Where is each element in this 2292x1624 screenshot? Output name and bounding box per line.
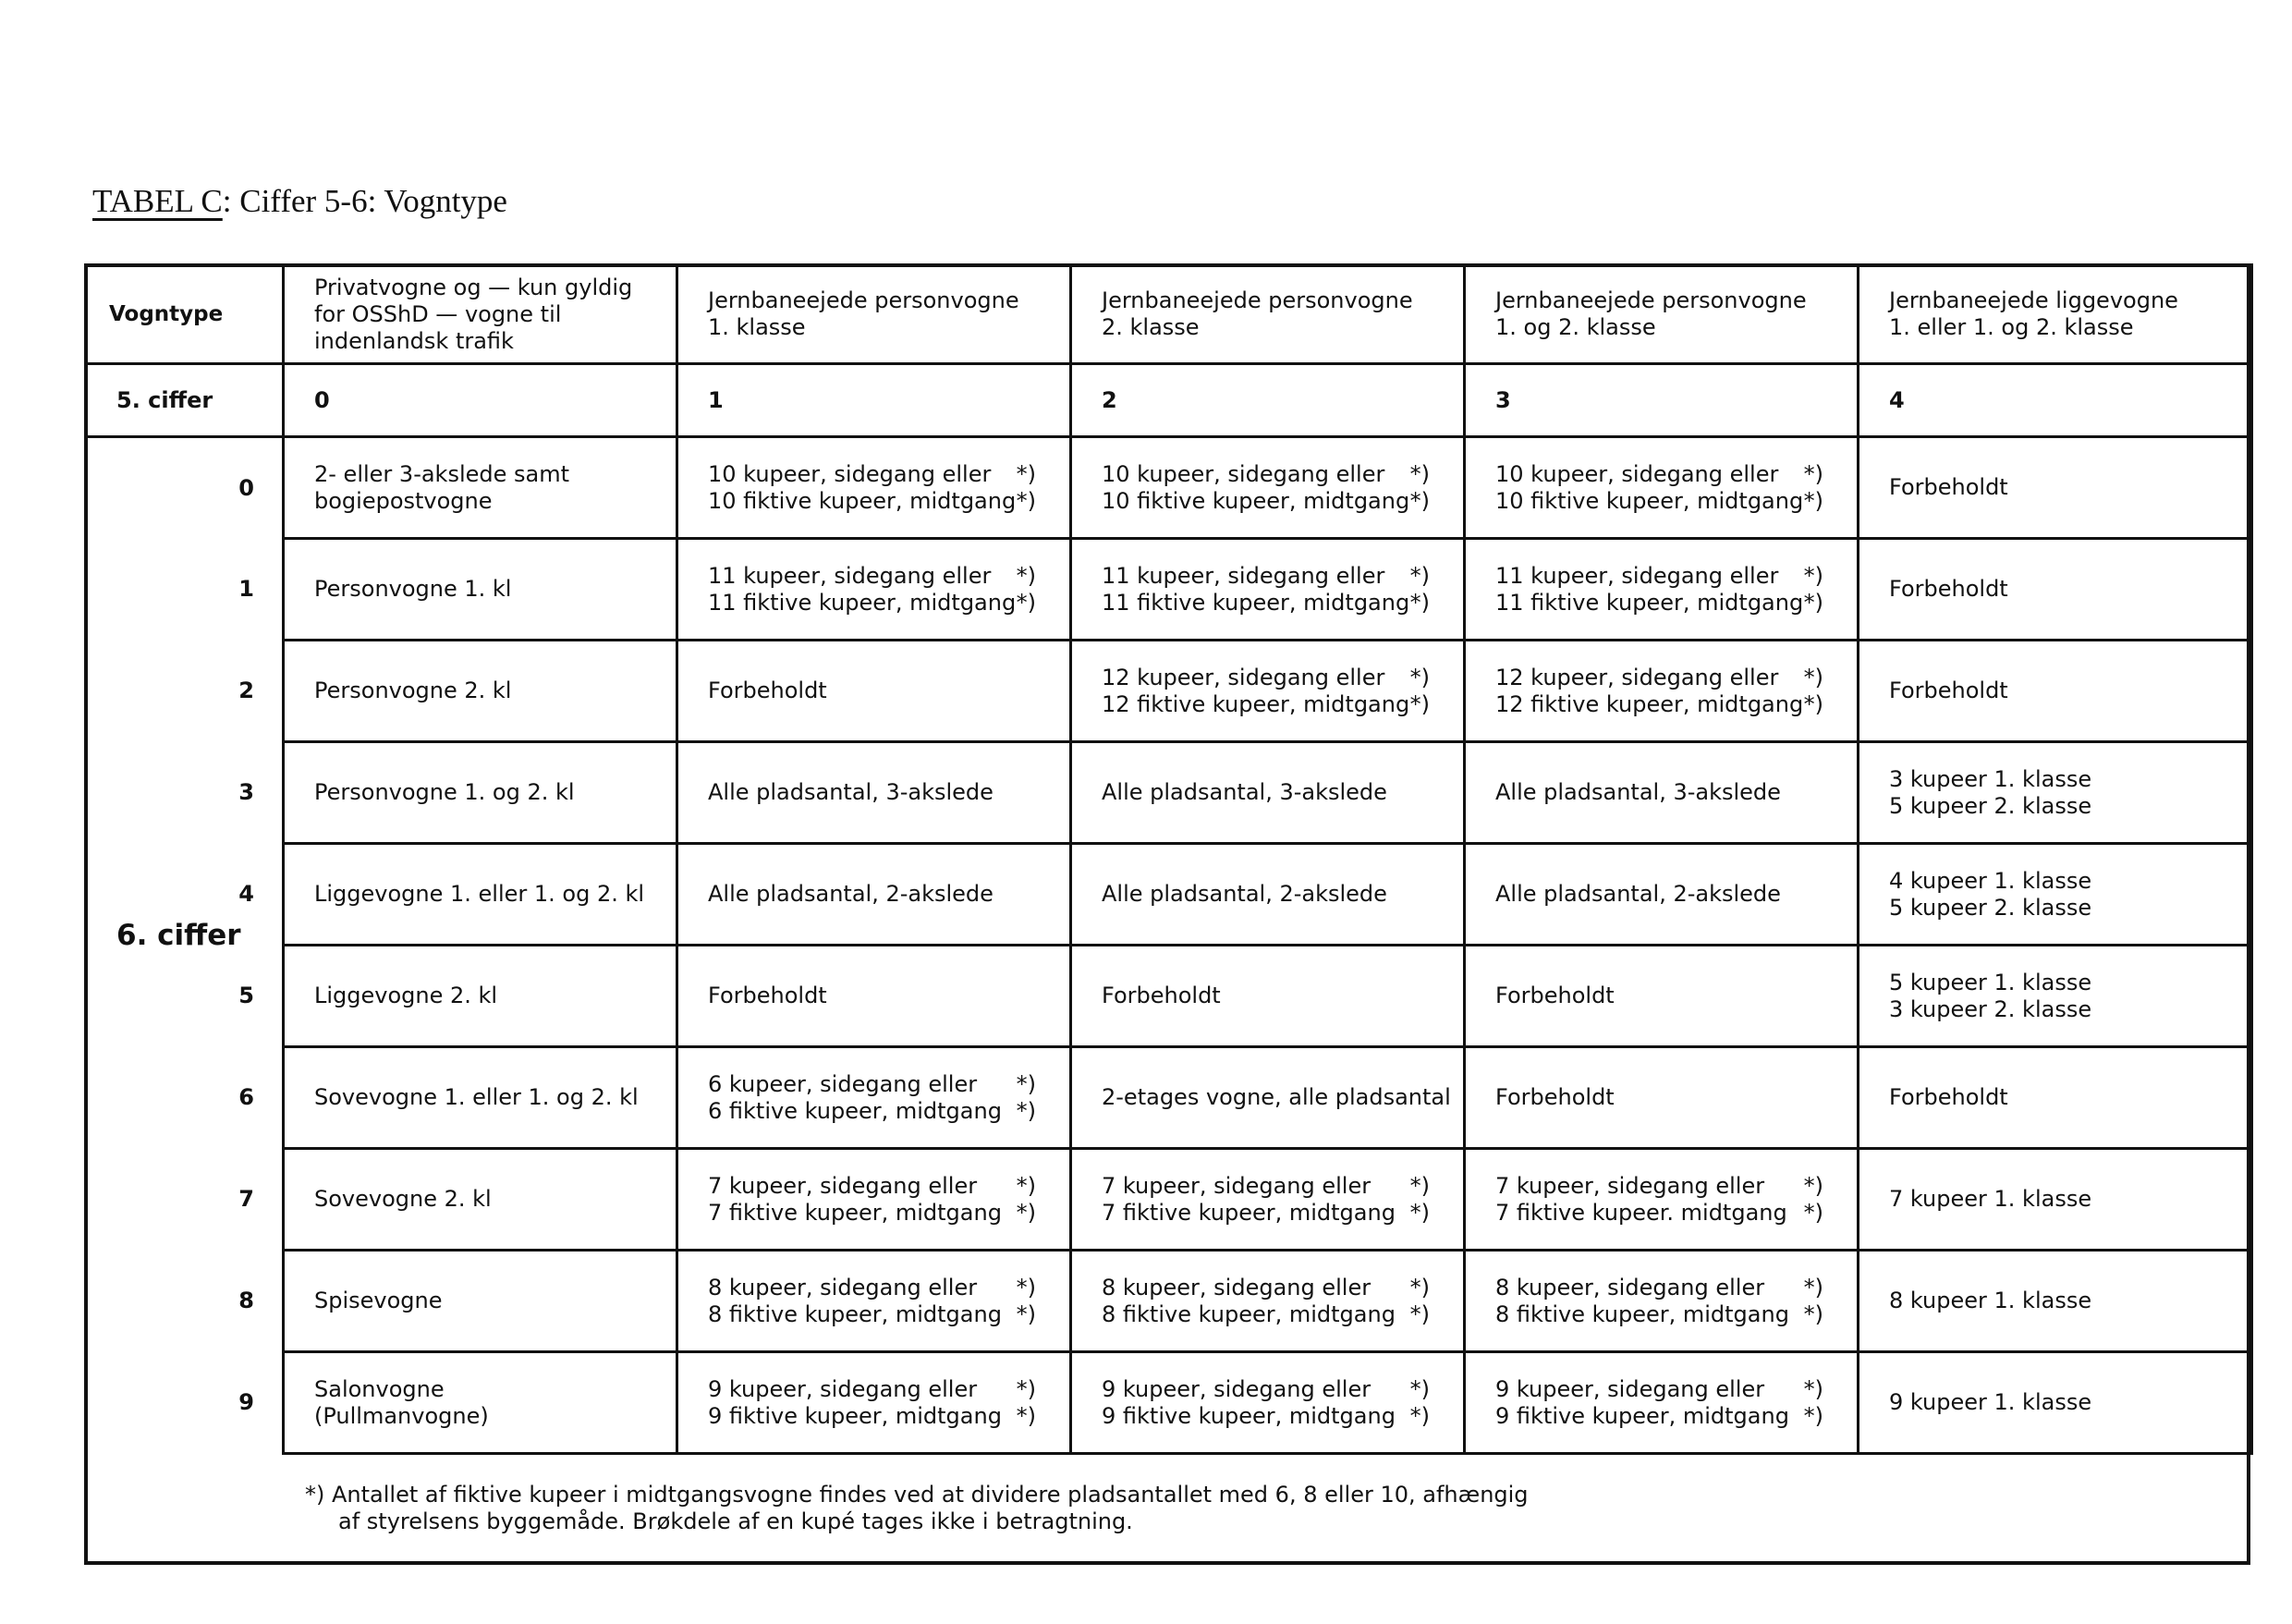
cifre6-label: 6. ciffer	[116, 919, 241, 952]
header-line: Jernbaneejede personvogne	[1495, 287, 1807, 313]
cifre6-digit: 8	[86, 1251, 284, 1352]
header-line: 1. og 2. klasse	[1495, 314, 1656, 340]
cell-line: Liggevogne 1. eller 1. og 2. kl	[314, 881, 645, 907]
table-row	[86, 539, 2252, 641]
table-cell	[1859, 437, 2252, 539]
cell-lines	[1102, 665, 1430, 718]
cifre5-value: 1	[677, 364, 1071, 437]
table-cell	[284, 539, 677, 641]
cell-line	[708, 1376, 1036, 1403]
cell-lines	[1495, 461, 1823, 515]
cell-text: 9 kupeer, sidegang eller	[708, 1375, 978, 1402]
cell-text: 11 kupeer, sidegang eller	[708, 562, 992, 589]
cell-lines	[708, 1071, 1036, 1125]
footnote-line-1: *) Antallet af fiktive kupeer i midtgangsvogne findes ved at dividere pladsantallet med 6, 8 eller 10, afhængig	[305, 1482, 1529, 1508]
footnote-mark: *)	[1803, 1402, 1823, 1429]
cell-line: 5 kupeer 2. klasse	[1889, 792, 2092, 819]
cell-line	[708, 461, 1036, 488]
table-cell	[1859, 1047, 2252, 1149]
cell-text: 8 kupeer, sidegang eller	[1102, 1274, 1372, 1300]
cifre6-digit: 1	[86, 539, 284, 641]
cell-line: Salonvogne	[314, 1375, 445, 1402]
table-cell	[1859, 946, 2252, 1047]
cell-line: Sovevogne 2. kl	[314, 1186, 492, 1212]
cell-line	[708, 1200, 1036, 1227]
cell-text: 7 kupeer, sidegang eller	[1102, 1172, 1372, 1199]
table-cell	[1071, 437, 1465, 539]
cell-line	[1102, 1200, 1430, 1227]
header-row	[86, 265, 2252, 364]
table-cell	[1071, 946, 1465, 1047]
header-col-2	[1071, 265, 1465, 364]
cell-lines	[708, 563, 1036, 617]
header-line: Privatvogne og — kun gyldig	[314, 274, 633, 300]
table-cell	[1465, 641, 1859, 742]
footnote-mark: *)	[1016, 1097, 1036, 1124]
table-row	[86, 641, 2252, 742]
cell-lines	[1495, 563, 1823, 617]
cell-line: Forbeholdt	[708, 678, 827, 703]
cell-text: 7 kupeer, sidegang eller	[708, 1172, 978, 1199]
cell-line: Alle pladsantal, 3-akslede	[708, 779, 994, 805]
footnote-mark: *)	[1803, 562, 1823, 589]
cell-text: 8 kupeer, sidegang eller	[1495, 1274, 1765, 1300]
footnote-mark: *)	[1803, 589, 1823, 616]
cell-text: 11 fiktive kupeer, midtgang	[708, 589, 1017, 616]
cell-lines	[1495, 1376, 1823, 1430]
cell-lines	[708, 1376, 1036, 1430]
footnote-mark: *)	[1803, 1172, 1823, 1199]
cell-text: 8 fiktive kupeer, midtgang	[708, 1300, 1002, 1327]
cell-line	[1102, 1376, 1430, 1403]
cell-text: 9 kupeer, sidegang eller	[1495, 1375, 1765, 1402]
cell-line: Liggevogne 2. kl	[314, 983, 498, 1008]
table-cell	[677, 437, 1071, 539]
cell-lines	[1102, 1173, 1430, 1227]
table-cell	[1465, 844, 1859, 946]
footnote-mark: *)	[1803, 1199, 1823, 1226]
table-cell	[1071, 1352, 1465, 1454]
table-cell	[1071, 742, 1465, 844]
footnote-mark: *)	[1803, 1274, 1823, 1300]
cell-lines	[1495, 665, 1823, 718]
cell-line	[1102, 563, 1430, 590]
cell-text: 11 kupeer, sidegang eller	[1102, 562, 1385, 589]
table-row	[86, 1149, 2252, 1251]
cell-line: Forbeholdt	[1889, 576, 2008, 602]
cell-line	[1495, 1376, 1823, 1403]
header-line: Jernbaneejede liggevogne	[1889, 287, 2178, 313]
cell-line	[1495, 563, 1823, 590]
cell-line: Personvogne 1. og 2. kl	[314, 779, 575, 805]
table-cell	[1071, 1149, 1465, 1251]
cell-line	[1102, 590, 1430, 617]
cell-line	[1495, 488, 1823, 515]
footnote-mark: *)	[1409, 1402, 1430, 1429]
cell-line: Forbeholdt	[1102, 983, 1221, 1008]
cell-lines	[1102, 563, 1430, 617]
cell-line	[1102, 1403, 1430, 1430]
cifre6-digit: 7	[86, 1149, 284, 1251]
footnote-mark: *)	[1016, 1274, 1036, 1300]
cell-text: 7 kupeer, sidegang eller	[1495, 1172, 1765, 1199]
header-col-0	[284, 265, 677, 364]
cell-text: 7 fiktive kupeer, midtgang	[708, 1199, 1002, 1226]
cell-text: 9 fiktive kupeer, midtgang	[1495, 1402, 1789, 1429]
table-row	[86, 1251, 2252, 1352]
table-cell	[1465, 1149, 1859, 1251]
cell-text: 12 kupeer, sidegang eller	[1495, 664, 1779, 690]
cell-line: bogiepostvogne	[314, 487, 493, 514]
cell-text: 9 kupeer, sidegang eller	[1102, 1375, 1372, 1402]
header-line: indenlandsk trafik	[314, 327, 514, 354]
cell-text: 6 kupeer, sidegang eller	[708, 1070, 978, 1097]
header-col-3	[1465, 265, 1859, 364]
footnote-mark: *)	[1409, 589, 1430, 616]
cell-text: 12 fiktive kupeer, midtgang	[1495, 690, 1804, 717]
cell-text: 10 fiktive kupeer, midtgang	[1102, 487, 1410, 514]
cell-line: Spisevogne	[314, 1288, 443, 1313]
table-cell	[284, 742, 677, 844]
cell-lines	[1102, 461, 1430, 515]
table-cell	[677, 844, 1071, 946]
table-cell	[1465, 1251, 1859, 1352]
cell-line	[1102, 665, 1430, 691]
table-cell	[677, 946, 1071, 1047]
footnote-mark: *)	[1016, 562, 1036, 589]
footnote-mark: *)	[1409, 1300, 1430, 1327]
cell-line	[1495, 1403, 1823, 1430]
caption-rest: : Ciffer 5-6: Vogntype	[222, 183, 507, 219]
cell-line	[1102, 1301, 1430, 1328]
cell-line: 3 kupeer 1. klasse	[1889, 765, 2092, 792]
cell-line: Forbeholdt	[708, 983, 827, 1008]
header-line: 2. klasse	[1102, 314, 1200, 340]
footnote-mark: *)	[1016, 460, 1036, 487]
cell-line: 8 kupeer 1. klasse	[1889, 1288, 2092, 1313]
cell-line: Alle pladsantal, 2-akslede	[708, 881, 994, 907]
cell-text: 7 fiktive kupeer, midtgang	[1102, 1199, 1396, 1226]
cell-text: 10 kupeer, sidegang eller	[1102, 460, 1385, 487]
cell-text: 10 kupeer, sidegang eller	[708, 460, 992, 487]
cell-line: 3 kupeer 2. klasse	[1889, 995, 2092, 1022]
table-cell	[1465, 1047, 1859, 1149]
footnote-mark: *)	[1016, 1070, 1036, 1097]
cell-line: Forbeholdt	[1495, 1084, 1615, 1110]
cell-line	[708, 1071, 1036, 1098]
cell-lines	[1102, 1275, 1430, 1328]
footnote-mark: *)	[1409, 487, 1430, 514]
cell-lines	[708, 1173, 1036, 1227]
cell-text: 8 fiktive kupeer, midtgang	[1495, 1300, 1789, 1327]
footnote-mark: *)	[1409, 562, 1430, 589]
cell-line	[708, 1275, 1036, 1301]
footnote-mark: *)	[1803, 1300, 1823, 1327]
cell-line	[1495, 691, 1823, 718]
table-cell	[677, 742, 1071, 844]
footnote-mark: *)	[1803, 664, 1823, 690]
table-cell	[1071, 1047, 1465, 1149]
cell-line: Alle pladsantal, 2-akslede	[1495, 881, 1781, 907]
cifre6-digit: 0	[86, 437, 284, 539]
cell-text: 10 kupeer, sidegang eller	[1495, 460, 1779, 487]
footnote-mark: *)	[1803, 460, 1823, 487]
cell-line	[1495, 1200, 1823, 1227]
cell-line	[708, 1173, 1036, 1200]
table-cell	[1071, 641, 1465, 742]
cell-line: 7 kupeer 1. klasse	[1889, 1186, 2092, 1212]
cell-line: (Pullmanvogne)	[314, 1402, 489, 1429]
cell-line: Alle pladsantal, 2-akslede	[1102, 881, 1387, 907]
footnote-line-2: af styrelsens byggemåde. Brøkdele af en kupé tages ikke i betragtning.	[338, 1508, 1133, 1534]
cell-line	[1102, 1173, 1430, 1200]
table-cell	[1859, 1149, 2252, 1251]
cell-text: 12 fiktive kupeer, midtgang	[1102, 690, 1410, 717]
cell-text: 12 kupeer, sidegang eller	[1102, 664, 1385, 690]
cell-line: Forbeholdt	[1495, 983, 1615, 1008]
cell-line: Personvogne 2. kl	[314, 678, 512, 703]
table-row	[86, 844, 2252, 946]
footnote-mark: *)	[1803, 690, 1823, 717]
cell-lines	[708, 1275, 1036, 1328]
cell-text: 10 fiktive kupeer, midtgang	[1495, 487, 1804, 514]
cifre5-value: 4	[1859, 364, 2252, 437]
footnote-mark: *)	[1803, 1375, 1823, 1402]
header-col-1	[677, 265, 1071, 364]
vogntype-table	[84, 263, 2253, 1455]
table-row	[86, 742, 2252, 844]
table-cell	[284, 844, 677, 946]
table-cell	[1859, 539, 2252, 641]
table-cell	[677, 539, 1071, 641]
header-line: 1. klasse	[708, 314, 806, 340]
header-line: Jernbaneejede personvogne	[708, 287, 1019, 313]
cell-text: 9 fiktive kupeer, midtgang	[708, 1402, 1002, 1429]
footnote-mark: *)	[1016, 589, 1036, 616]
cell-lines	[1495, 1173, 1823, 1227]
table-cell	[1859, 641, 2252, 742]
cell-line: Alle pladsantal, 3-akslede	[1102, 779, 1387, 805]
footnote-mark: *)	[1409, 460, 1430, 487]
table-cell	[1859, 1352, 2252, 1454]
table-row	[86, 946, 2252, 1047]
table-cell	[1071, 1251, 1465, 1352]
table-row	[86, 1047, 2252, 1149]
cell-text: 8 fiktive kupeer, midtgang	[1102, 1300, 1396, 1327]
header-row-label: Vogntype	[86, 265, 284, 364]
footnote-mark: *)	[1016, 1172, 1036, 1199]
cell-line: 5 kupeer 1. klasse	[1889, 969, 2092, 995]
cifre6-digit: 9	[86, 1352, 284, 1454]
table-cell	[1859, 742, 2252, 844]
cell-line	[1495, 1173, 1823, 1200]
cifre5-value: 0	[284, 364, 677, 437]
cell-line	[1102, 461, 1430, 488]
cell-line	[708, 1403, 1036, 1430]
footnote-mark: *)	[1409, 1274, 1430, 1300]
cell-line	[1102, 691, 1430, 718]
cifre6-digit: 6	[86, 1047, 284, 1149]
cell-lines	[1102, 1376, 1430, 1430]
table-cell	[1071, 539, 1465, 641]
footnote-mark: *)	[1016, 487, 1036, 514]
cell-line: Forbeholdt	[1889, 474, 2008, 500]
cell-line: Forbeholdt	[1889, 678, 2008, 703]
table-cell	[1465, 946, 1859, 1047]
footnote-mark: *)	[1016, 1199, 1036, 1226]
table-cell	[284, 437, 677, 539]
cell-line	[1102, 488, 1430, 515]
cell-text: 6 fiktive kupeer, midtgang	[708, 1097, 1002, 1124]
table-cell	[284, 1352, 677, 1454]
caption-prefix: TABEL C	[92, 183, 223, 219]
table-cell	[1465, 742, 1859, 844]
cifre5-value: 2	[1071, 364, 1465, 437]
footnote-mark: *)	[1409, 664, 1430, 690]
table-cell	[1859, 844, 2252, 946]
cell-line: 2-etages vogne, alle pladsantal	[1102, 1084, 1451, 1110]
table-cell	[677, 641, 1071, 742]
cifre5-label: 5. ciffer	[86, 364, 284, 437]
cell-line: Forbeholdt	[1889, 1084, 2008, 1110]
cell-line	[708, 1301, 1036, 1328]
table-cell	[677, 1149, 1071, 1251]
table-cell	[284, 641, 677, 742]
footnote-mark: *)	[1409, 1375, 1430, 1402]
cell-line	[1495, 1301, 1823, 1328]
footnote-mark: *)	[1409, 1199, 1430, 1226]
cifre6-digit: 3	[86, 742, 284, 844]
cifre5-value: 3	[1465, 364, 1859, 437]
table-row	[86, 1352, 2252, 1454]
cell-line	[1495, 461, 1823, 488]
cell-line: 2- eller 3-akslede samt	[314, 460, 570, 487]
cell-line	[708, 563, 1036, 590]
table-cell	[677, 1251, 1071, 1352]
table-cell	[1465, 437, 1859, 539]
footnote	[305, 1482, 1529, 1535]
cell-text: 9 fiktive kupeer, midtgang	[1102, 1402, 1396, 1429]
table-cell	[1465, 1352, 1859, 1454]
cell-line	[1495, 665, 1823, 691]
cell-text: 11 fiktive kupeer, midtgang	[1102, 589, 1410, 616]
cifre5-row	[86, 364, 2252, 437]
header-line: Jernbaneejede personvogne	[1102, 287, 1413, 313]
cell-text: 11 fiktive kupeer, midtgang	[1495, 589, 1804, 616]
footnote-mark: *)	[1016, 1402, 1036, 1429]
footnote-mark: *)	[1409, 690, 1430, 717]
table-cell	[284, 1149, 677, 1251]
cell-line: 4 kupeer 1. klasse	[1889, 867, 2092, 894]
cell-lines	[708, 461, 1036, 515]
footnote-mark: *)	[1016, 1300, 1036, 1327]
footnote-mark: *)	[1409, 1172, 1430, 1199]
cell-line	[708, 590, 1036, 617]
footnote-mark: *)	[1016, 1375, 1036, 1402]
cell-lines	[1495, 1275, 1823, 1328]
cifre6-digit: 5	[86, 946, 284, 1047]
cell-line: 5 kupeer 2. klasse	[1889, 894, 2092, 921]
cell-text: 11 kupeer, sidegang eller	[1495, 562, 1779, 589]
cell-line	[1495, 1275, 1823, 1301]
header-line: for OSShD — vogne til	[314, 300, 562, 327]
header-col-4	[1859, 265, 2252, 364]
cell-line	[708, 1098, 1036, 1125]
table-cell	[677, 1352, 1071, 1454]
table-cell	[284, 1047, 677, 1149]
cell-line	[1102, 1275, 1430, 1301]
table-cell	[1071, 844, 1465, 946]
cell-line: 9 kupeer 1. klasse	[1889, 1389, 2092, 1415]
table-cell	[677, 1047, 1071, 1149]
table-cell	[284, 1251, 677, 1352]
table-row	[86, 437, 2252, 539]
table-cell	[1859, 1251, 2252, 1352]
footnote-mark: *)	[1803, 487, 1823, 514]
cell-text: 7 fiktive kupeer. midtgang	[1495, 1199, 1787, 1226]
cell-line	[1495, 590, 1823, 617]
table-cell	[1465, 539, 1859, 641]
cifre6-digit: 4	[86, 844, 284, 946]
cell-line: Sovevogne 1. eller 1. og 2. kl	[314, 1084, 639, 1110]
cell-text: 10 fiktive kupeer, midtgang	[708, 487, 1017, 514]
cell-line: Alle pladsantal, 3-akslede	[1495, 779, 1781, 805]
table-caption	[92, 183, 507, 220]
cifre6-digit: 2	[86, 641, 284, 742]
cell-line: Personvogne 1. kl	[314, 576, 512, 602]
table-cell	[284, 946, 677, 1047]
cell-line	[708, 488, 1036, 515]
cell-text: 8 kupeer, sidegang eller	[708, 1274, 978, 1300]
header-line: 1. eller 1. og 2. klasse	[1889, 314, 2134, 340]
